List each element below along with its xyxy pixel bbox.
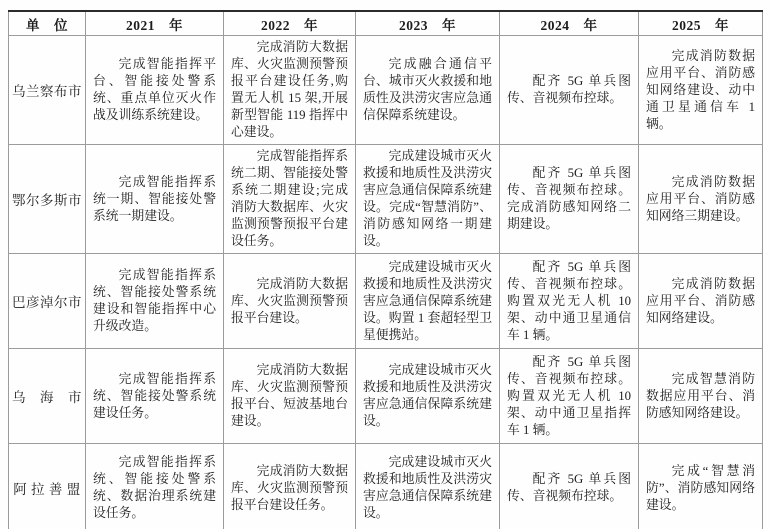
year-cell-2023 [356, 444, 500, 529]
table-row [9, 145, 763, 254]
year-cell-2023 [356, 254, 500, 349]
year-cell-2025 [639, 349, 763, 444]
table-row [9, 36, 763, 145]
plan-table-wrap [8, 10, 763, 529]
plan-text: 完成融合通信平台、城市灭火救援和地质性及洪涝灾害应急通信保障系统建设。 [363, 57, 492, 122]
year-cell-2022 [224, 349, 356, 444]
unit-cell: 阿 拉 善 盟 [9, 444, 86, 529]
plan-text: 完成消防数据应用平台、消防感知网络建设。 [646, 276, 755, 325]
year-cell-2024 [500, 254, 639, 349]
year-cell-2024 [500, 444, 639, 529]
year-cell-2024 [500, 145, 639, 254]
year-cell-2021 [86, 36, 224, 145]
header-row [9, 11, 763, 36]
year-cell-2023 [356, 349, 500, 444]
plan-text: 完成建设城市灭火救援和地质性及洪涝灾害应急通信保障系统建设。完成“智慧消防”、消防感知网络一期建设。 [363, 149, 492, 248]
plan-text: 完成智能指挥系统、智能接处警系统建设任务。 [93, 371, 216, 420]
year-cell-2021 [86, 145, 224, 254]
header-cell-2025: 2025 年 [639, 11, 763, 36]
table-row [9, 254, 763, 349]
year-cell-2023 [356, 145, 500, 254]
plan-text: 完成消防大数据库、火灾监测预警预报平台建设任务,购置无人机 15 架,开展新型智能 119 指挥中心建设。 [231, 40, 348, 139]
year-cell-2021 [86, 444, 224, 529]
unit-cell: 乌兰察布市 [9, 36, 86, 145]
year-cell-2023 [356, 36, 500, 145]
header-cell-2022: 2022 年 [224, 11, 356, 36]
unit-cell: 鄂尔多斯市 [9, 145, 86, 254]
plan-text: 完成建设城市灭火救援和地质性及洪涝灾害应急通信保障系统建设。购置 1 套超轻型卫星便携站。 [363, 259, 492, 342]
plan-text: 配齐 5G 单兵图传、音视频布控球。 [507, 74, 631, 105]
plan-text: 完成“智慧消防”、消防感知网络建设。 [646, 463, 755, 512]
year-cell-2025 [639, 36, 763, 145]
year-cell-2021 [86, 349, 224, 444]
plan-text: 完成消防大数据库、火灾监测预警预报平台建设任务。 [231, 463, 348, 512]
year-cell-2022 [224, 36, 356, 145]
plan-text: 完成建设城市灭火救援和地质性及洪涝灾害应急通信保障系统建设。 [363, 455, 492, 520]
plan-text: 完成建设城市灭火救援和地质性及洪涝灾害应急通信保障系统建设。 [363, 363, 492, 428]
plan-table [8, 10, 763, 529]
table-body [9, 36, 763, 529]
plan-text: 完成智能指挥平台、智能接处警系统、重点单位灭火作战及训练系统建设。 [93, 57, 216, 122]
plan-text: 完成智能指挥系统二期、智能接处警系统二期建设;完成消防大数据库、火灾监测预警预报平台建设任务。 [231, 149, 348, 248]
plan-text: 完成智能指挥系统一期、智能接处警系统一期建设。 [93, 174, 216, 223]
year-cell-2024 [500, 349, 639, 444]
header-cell-unit: 单 位 [9, 11, 86, 36]
table-row [9, 444, 763, 529]
year-cell-2022 [224, 254, 356, 349]
table-header [9, 11, 763, 36]
year-cell-2022 [224, 444, 356, 529]
year-cell-2022 [224, 145, 356, 254]
year-cell-2024 [500, 36, 639, 145]
header-cell-2024: 2024 年 [500, 11, 639, 36]
plan-text: 完成智能指挥系统、智能接处警系统、数据治理系统建设任务。 [93, 455, 216, 520]
year-cell-2021 [86, 254, 224, 349]
year-cell-2025 [639, 145, 763, 254]
year-cell-2025 [639, 254, 763, 349]
plan-text: 完成消防数据应用平台、消防感知网络三期建设。 [646, 174, 755, 223]
header-cell-2023: 2023 年 [356, 11, 500, 36]
year-cell-2025 [639, 444, 763, 529]
plan-text: 完成智慧消防数据应用平台、消防感知网络建设。 [646, 371, 755, 420]
header-cell-2021: 2021 年 [86, 11, 224, 36]
plan-text: 配齐 5G 单兵图传、音视频布控球。购置双光无人机 10 架、动中通卫星通信车 1 辆。 [507, 259, 631, 342]
unit-cell: 乌 海 市 [9, 349, 86, 444]
unit-cell: 巴彦淖尔市 [9, 254, 86, 349]
plan-text: 配齐 5G 单兵图传、音视频布控球。完成消防感知网络二期建设。 [507, 166, 631, 231]
plan-text: 完成消防数据应用平台、消防感知网络建设、动中通卫星通信车 1 辆。 [646, 48, 755, 131]
plan-text: 完成消防大数据库、火灾监测预警预报平台、短波基地台建设。 [231, 363, 348, 428]
plan-text: 完成智能指挥系统、智能接处警系统建设和智能指挥中心升级改造。 [93, 268, 216, 333]
plan-text: 配齐 5G 单兵图传、音视频布控球。购置双光无人机 10 架、动中通卫星指挥车 1 辆。 [507, 354, 631, 437]
table-row [9, 349, 763, 444]
plan-text: 完成消防大数据库、火灾监测预警预报平台建设。 [231, 276, 348, 325]
plan-text: 配齐 5G 单兵图传、音视频布控球。 [507, 472, 631, 503]
